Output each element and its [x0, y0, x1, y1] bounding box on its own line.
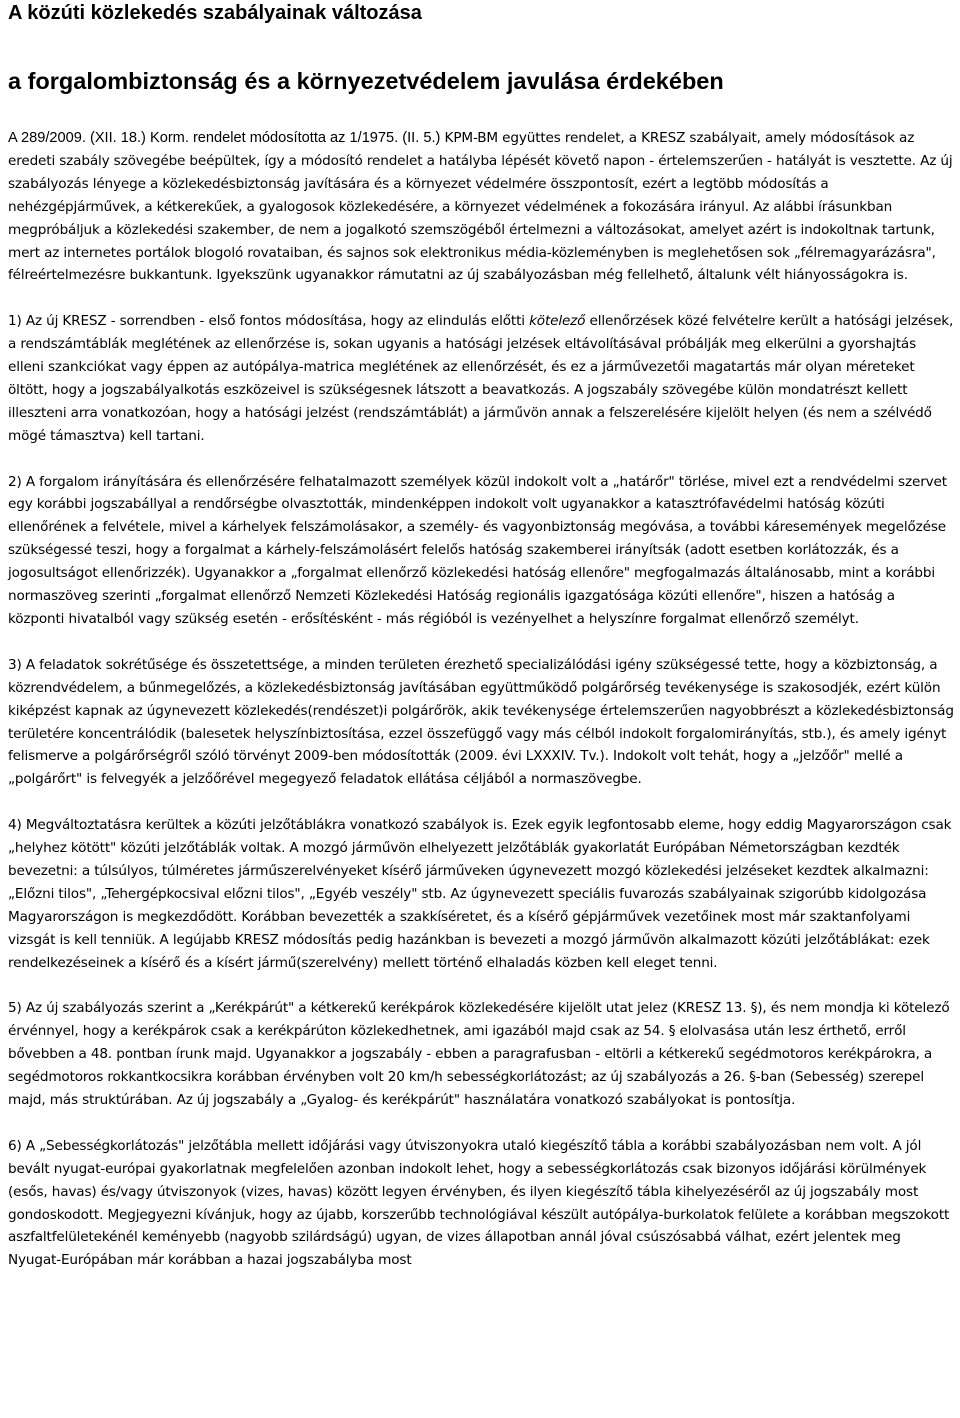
intro-text: KPM-BM együttes rendelet, a KRESZ szabályait, amely módosítások az eredeti szabály szövegébe beépültek, így a módosító rendelet a hatályba lépését követő napon - értelemszerűen - hatályát is vesztette. Az új szabályozás lényege a közlekedésbiztonság javítására és a környezet védelmére összpontosít, ezért a legtöbb módosítás a nehézgépjárművek, a kétkerekűek, a gyalogosok közlekedésére, a környezet védelmének a fokozására irányul. Az alábbi írásunkban megpróbáljuk a közlekedési szakember, de nem a jogalkotó szemszögéből értelmezni a változásokat, amelyet azért is indokoltnak tartunk, mert az internetes portálok blogoló rovataiban, és sajnos sok elektronikus média-közleményben is meglehetősen sok „félremagyarázásra", félreértelmezésre bukkantunk. Igyekszünk ugyanakkor rámutatni az új szabályozásban még fellelhető, általunk vélt hiányosságokra is. [8, 130, 953, 284]
section-1-emphasis: kötelező [529, 313, 586, 330]
section-paragraph-2: 2) A forgalom irányítására és ellenőrzésére felhatalmazott személyek közül indokolt volt a „határőr" törlése, mivel ezt a rendvédelmi szervet egy korábbi jogszabállyal a rendőrségbe olvasztották, mindenképpen indokolt volt ugyanakkor a katasztrófavédelmi hatóság közúti ellenőrének a felvétele, mivel a kárhelyek felszámolásakor, a személy- és vagyonbiztonság megóvása, a további káresemények megelőzése szükségessé teszi, hogy a forgalmat a kárhely-felszámolásért felelős hatóság szakemberei irányítsák (adott esetben korlátozzák, és a jogosultságot ellenőrizzék). Ugyanakkor a „forgalmat ellenőrző közlekedési hatóság ellenőre" megfogalmazás általánosabb, mint a korábbi normaszöveg szerinti „forgalmat ellenőrző Nemzeti Közlekedési Hatóság regionális igazgatósága közúti ellenőre", hiszen a hatóság a központi hivatalból vagy szükség esetén - erősítésként - más régióból is vezényelhet a helyszínre forgalmat ellenőrző személyt. [8, 473, 947, 627]
document-subtitle: a forgalombiztonság és a környezetvédelem javulása érdekében [8, 68, 724, 94]
section-paragraph-6: 6) A „Sebességkorlátozás" jelzőtábla mellett időjárási vagy útviszonyokra utaló kiegészítő tábla a korábbi szabályozásban nem volt. A jól bevált nyugat-európai gyakorlatnak megfelelően azonban indokolt lehet, hogy a sebességkorlátozás csak bizonyos időjárási körülmények (esős, havas) és/vagy útviszonyok (vizes, havas) között legyen érvényben, és ilyen kiegészítő tábla kihelyezéséről az új jogszabály most gondoskodott. Megjegyezni kívánjuk, hogy az újabb, korszerűbb technológiával készült autópálya-burkolatok felülete a korábban megszokott aszfaltfelületekénél keményebb (nagyobb szilárdságú) ugyan, de vizes állapotban annál jóval csúszósabbá válhat, ezért jelentek meg Nyugat-Európában már korábban a hazai jogszabályba most [8, 1137, 950, 1269]
section-paragraph-1 [8, 310, 954, 447]
section-1-text-after: ellenőrzések közé felvételre került a hatósági jelzések, a rendszámtáblák meglétének az ellenőrzése is, sokan ugyanis a hatósági jelzések eltávolításával próbálják meg elkerülni a gyorshajtás elleni szankciókat vagy éppen az autópálya-matrica meglétének az ellenőrzését, és ez a járművezetői magatartás már olyan méreteket öltött, hogy a jogszabályalkotás eszközeivel is szükségesnek látszott a beavatkozás. A jogszabály szövegébe külön mondatrészt kellett illeszteni arra vonatkozóan, hogy a hatósági jelzést (rendszámtáblát) a járművön annak a felszerelésére kijelölt helyen (és nem a szélvédő mögé támasztva) kell tartani. [8, 313, 954, 444]
section-paragraph-5: 5) Az új szabályozás szerint a „Kerékpárút" a kétkerekű kerékpárok közlekedésére kijelölt utat jelez (KRESZ 13. §), és nem mondja ki kötelező érvénnyel, hogy a kerékpárok csak a kerékpárúton közlekedhetnek, ami igazából majd csak az 54. § elolvasása után lesz érthető, erről bővebben a 48. pontban írunk majd. Ugyanakkor a jogszabály - ebben a paragrafusban - eltörli a kétkerekű segédmotoros kerékpárokra, a segédmotoros rokkantkocsikra korábban érvényben volt 20 km/h sebességkorlátozást; az új szabályozás a 26. §-ban (Sebesség) szerepel majd, más struktúrában. Az új jogszabály a „Gyalog- és kerékpárút" használatára vonatkozó szabályokat is pontosítja. [8, 1000, 950, 1108]
legal-reference: A 289/2009. (XII. 18.) Korm. rendelet módosította az 1/1975. (II. 5.) [8, 130, 441, 146]
section-paragraph-4: 4) Megváltoztatásra kerültek a közúti jelzőtáblákra vonatkozó szabályok is. Ezek egyik legfontosabb eleme, hogy eddig Magyarországon csak „helyhez kötött" közúti jelzőtáblák voltak. A mozgó járművön elhelyezett jelzőtáblák gyakorlatát Európában Németországban kezdték bevezetni: a túlsúlyos, túlméretes járműszerelvényeket kísérő járműveken úgynevezett mozgó közlekedési jelzéseket kezdtek alkalmazni: „Előzni tilos", „Tehergépkocsival előzni tilos", „Egyéb veszély" stb. Az úgynevezett speciális fuvarozás szabályainak szigorúbb kidolgozása Magyarországon is megkezdődött. Korábban bevezették a szakkíséretet, és a kísérő gépjárművek vezetőinek most már szaktanfolyami vizsgát is kell tenniük. A legújabb KRESZ módosítás pedig hazánkban is bevezeti a mozgó járművön alkalmazott közúti jelzőtáblákat: ezek rendelkezéseinek a kísérő és a kísért jármű(szerelvény) mellett történő elhaladás közben kell eleget tenni. [8, 817, 952, 971]
document-title: A közúti közlekedés szabályainak változása [8, 2, 422, 24]
section-1-text-before: 1) Az új KRESZ - sorrendben - első fontos módosítása, hogy az elindulás előtti [8, 313, 530, 330]
section-paragraph-3: 3) A feladatok sokrétűsége és összetettsége, a minden területen érezhető specializálódási igény szükségessé tette, hogy a közbiztonság, a közrendvédelem, a bűnmegelőzés, a közlekedésbiztonság javításában együttműködő polgárőrség tevékenysége is szakosodjék, ezért külön kiképzést kapnak az úgynevezett közlekedés(rendészet)i polgárőrök, akik tevékenysége értelemszerűen nagyobbrészt a közlekedésbiztonság területére koncentrálódik (balesetek helyszínbiztosítása, ezzel összefüggő vagy más célból indokolt forgalomirányítás, stb.), és amely igényt felismerve a polgárőrségről szóló törvényt 2009-ben módosították (2009. évi LXXXIV. Tv.). Indokolt volt tehát, hogy a „jelzőőr" mellé a „polgárőrt" is felvegyék a jelzőőrével megegyező feladatok ellátása céljából a normaszövegbe. [8, 656, 954, 788]
intro-paragraph [8, 127, 954, 287]
document-body [8, 127, 954, 1295]
